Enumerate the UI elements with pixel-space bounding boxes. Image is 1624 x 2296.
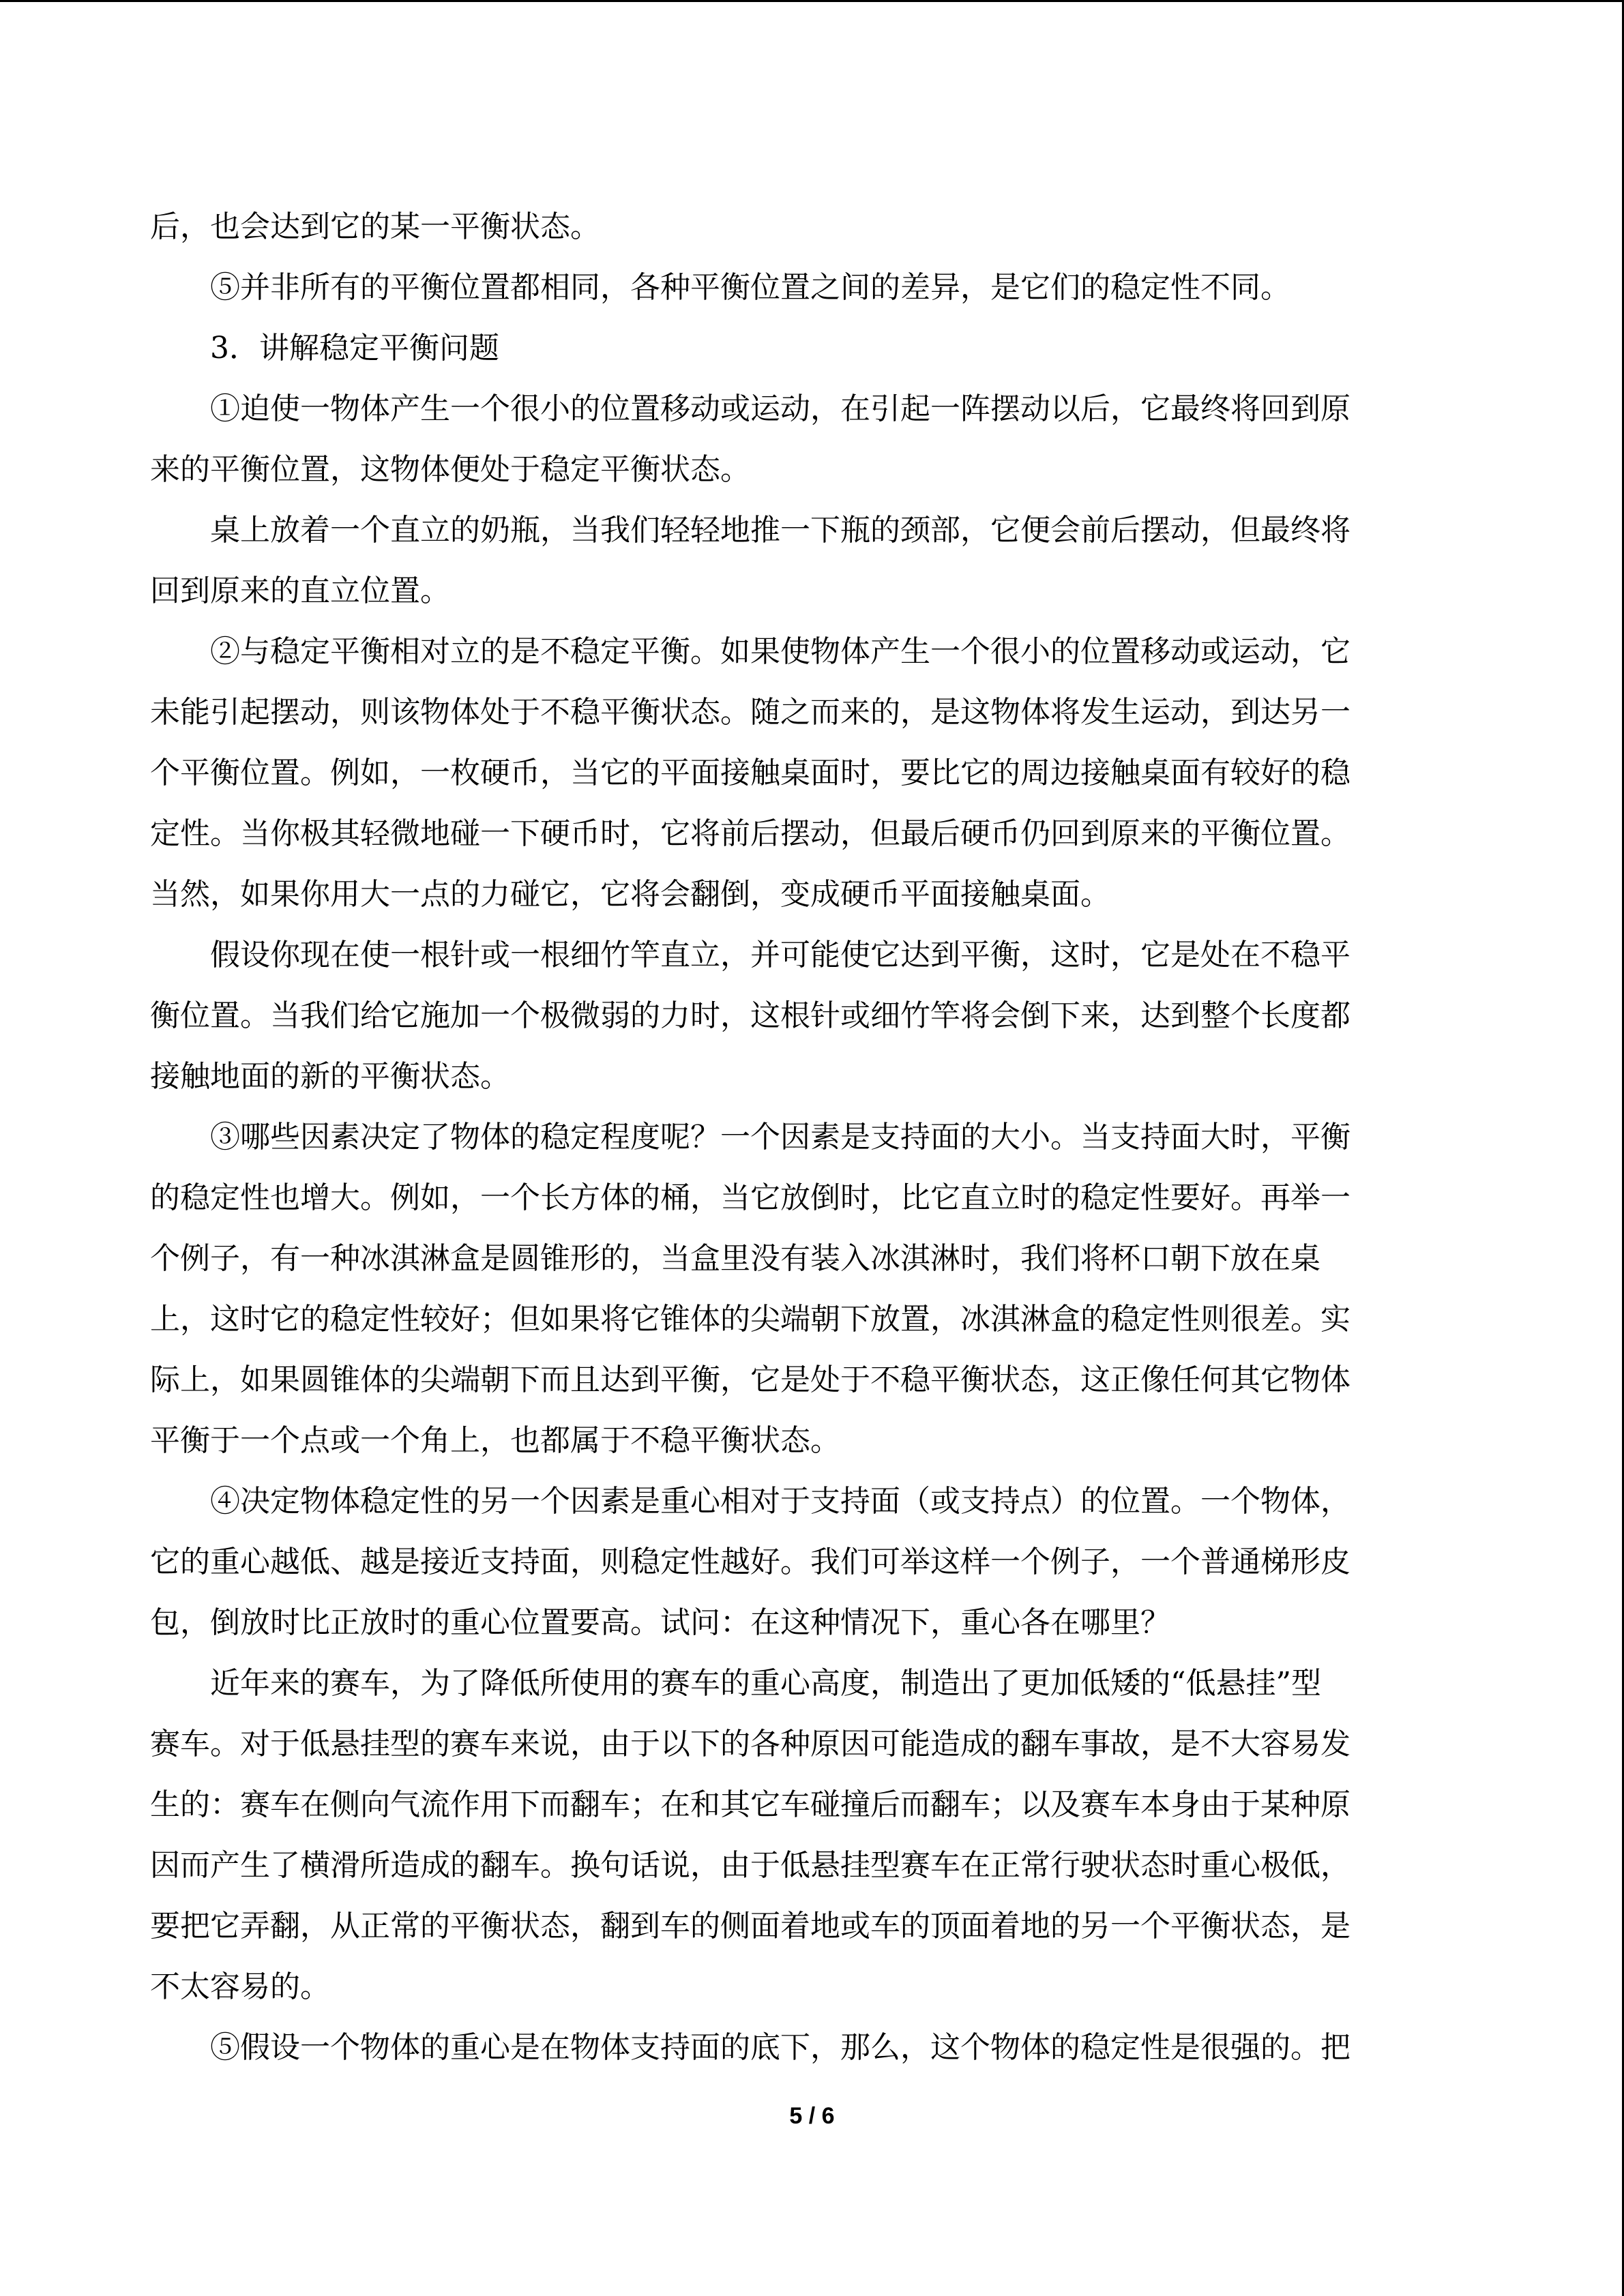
text-line: ⑤并非所有的平衡位置都相同，各种平衡位置之间的差异，是它们的稳定性不同。 [210, 270, 1290, 305]
page-number: 5 / 6 [789, 2103, 835, 2129]
text-line: 衡位置。当我们给它施加一个极微弱的力时，这根针或细竹竿将会倒下来，达到整个长度都 [150, 998, 1350, 1033]
text-line: ⑤假设一个物体的重心是在物体支持面的底下，那么，这个物体的稳定性是很强的。把 [210, 2030, 1350, 2065]
text-line: 接触地面的新的平衡状态。 [150, 1059, 510, 1094]
text-line: 后，也会达到它的某一平衡状态。 [150, 209, 600, 244]
text-line: 赛车。对于低悬挂型的赛车来说，由于以下的各种原因可能造成的翻车事故，是不大容易发 [150, 1727, 1350, 1761]
text-line: 假设你现在使一根针或一根细竹竿直立，并可能使它达到平衡，这时，它是处在不稳平 [210, 938, 1350, 972]
text-line: 回到原来的直立位置。 [150, 573, 450, 608]
text-line: 平衡于一个点或一个角上，也都属于不稳平衡状态。 [150, 1423, 840, 1458]
text-line: 不太容易的。 [150, 1969, 330, 2004]
text-line: 个平衡位置。例如，一枚硬币，当它的平面接触桌面时，要比它的周边接触桌面有较好的稳 [150, 756, 1350, 790]
text-line: 桌上放着一个直立的奶瓶，当我们轻轻地推一下瓶的颈部，它便会前后摆动，但最终将 [210, 513, 1350, 548]
text-line: 因而产生了横滑所造成的翻车。换句话说，由于低悬挂型赛车在正常行驶状态时重心极低， [150, 1848, 1350, 1883]
text-line: 近年来的赛车，为了降低所使用的赛车的重心高度，制造出了更加低矮的“低悬挂”型 [210, 1666, 1321, 1701]
text-line: 它的重心越低、越是接近支持面，则稳定性越好。我们可举这样一个例子，一个普通梯形皮 [150, 1545, 1350, 1579]
text-line: 未能引起摆动，则该物体处于不稳平衡状态。随之而来的，是这物体将发生运动，到达另一 [150, 695, 1350, 730]
text-line: 际上，如果圆锥体的尖端朝下而且达到平衡，它是处于不稳平衡状态，这正像任何其它物体 [150, 1362, 1350, 1397]
text-line: 个例子，有一种冰淇淋盒是圆锥形的，当盒里没有装入冰淇淋时，我们将杯口朝下放在桌 [150, 1241, 1320, 1276]
text-line: 要把它弄翻，从正常的平衡状态，翻到车的侧面着地或车的顶面着地的另一个平衡状态，是 [150, 1909, 1350, 1943]
text-line: 生的：赛车在侧向气流作用下而翻车；在和其它车碰撞后而翻车；以及赛车本身由于某种原 [150, 1787, 1350, 1822]
text-line: 的稳定性也增大。例如，一个长方体的桶，当它放倒时，比它直立时的稳定性要好。再举一 [150, 1180, 1350, 1215]
text-line: 来的平衡位置，这物体便处于稳定平衡状态。 [150, 452, 750, 487]
text-line: 定性。当你极其轻微地碰一下硬币时，它将前后摆动，但最后硬币仍回到原来的平衡位置。 [150, 816, 1350, 851]
text-line: ①迫使一物体产生一个很小的位置移动或运动，在引起一阵摆动以后，它最终将回到原 [210, 391, 1350, 426]
text-line: ④决定物体稳定性的另一个因素是重心相对于支持面（或支持点）的位置。一个物体， [210, 1484, 1350, 1519]
text-line: 当然，如果你用大一点的力碰它，它将会翻倒，变成硬币平面接触桌面。 [150, 877, 1110, 912]
section-heading: 3．讲解稳定平衡问题 [210, 331, 499, 366]
text-line: 包，倒放时比正放时的重心位置要高。试问：在这种情况下，重心各在哪里？ [150, 1605, 1170, 1640]
text-line: ③哪些因素决定了物体的稳定程度呢？一个因素是支持面的大小。当支持面大时，平衡 [210, 1120, 1350, 1154]
text-line: ②与稳定平衡相对立的是不稳定平衡。如果使物体产生一个很小的位置移动或运动，它 [210, 634, 1350, 669]
text-line: 上，这时它的稳定性较好；但如果将它锥体的尖端朝下放置，冰淇淋盒的稳定性则很差。实 [150, 1302, 1350, 1337]
